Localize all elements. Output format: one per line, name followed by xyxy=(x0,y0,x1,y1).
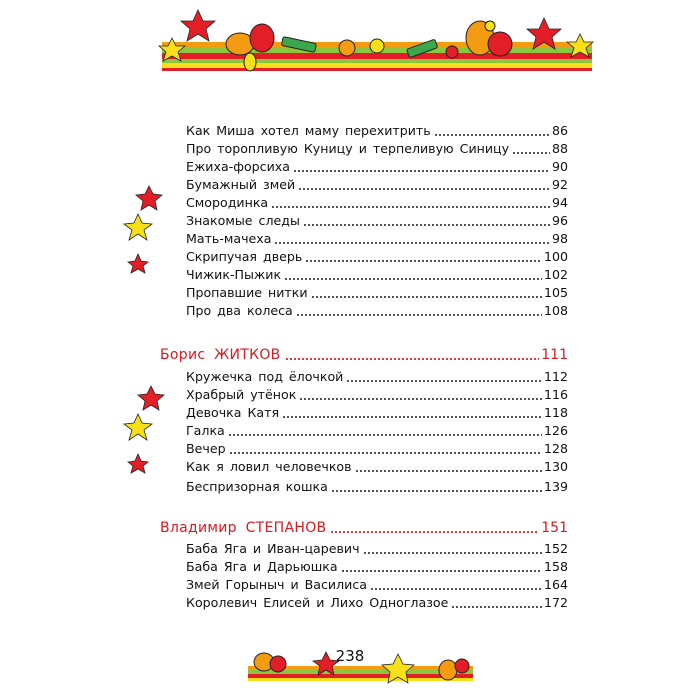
dot-leader xyxy=(285,358,540,360)
dot-leader xyxy=(284,278,542,280)
entry-title: Про два колеса xyxy=(186,303,293,318)
star-icon xyxy=(128,254,148,273)
entry-title: Королевич Елисей и Лихо Одноглазое xyxy=(186,595,449,610)
butterfly-icon xyxy=(466,21,512,56)
toc-entry[interactable] xyxy=(186,302,568,320)
toc-entry[interactable] xyxy=(186,122,568,140)
entry-title: Бумажный змей xyxy=(186,177,296,192)
toc-entry[interactable] xyxy=(186,140,568,158)
author-heading[interactable] xyxy=(160,345,568,365)
entry-title: Баба Яга и Иван-царевич xyxy=(186,541,360,556)
dot-leader xyxy=(331,490,542,492)
entry-page: 90 xyxy=(551,159,568,174)
entry-title: Как я ловил человечков xyxy=(186,459,352,474)
entry-title: Храбрый утёнок xyxy=(186,387,297,402)
top-decorative-border xyxy=(152,4,602,80)
toc-entry[interactable] xyxy=(186,176,568,194)
toc-entry[interactable] xyxy=(186,230,568,248)
flower-icon xyxy=(339,40,355,56)
entry-title: Про торопливую Куницу и терпеливую Синицу xyxy=(186,141,510,156)
entry-page: 164 xyxy=(543,577,568,592)
page-number: 238 xyxy=(335,647,365,665)
dot-leader xyxy=(355,470,542,472)
dot-leader xyxy=(370,588,542,590)
toc-entry[interactable] xyxy=(186,404,568,422)
dot-leader xyxy=(271,206,550,208)
toc-entry[interactable] xyxy=(186,266,568,284)
dot-leader xyxy=(311,296,542,298)
dot-leader xyxy=(363,552,542,554)
dot-leader xyxy=(512,152,550,154)
toc-entry[interactable] xyxy=(186,284,568,302)
dot-leader xyxy=(282,416,542,418)
entry-page: 88 xyxy=(551,141,568,156)
toc-entry[interactable] xyxy=(186,158,568,176)
author-heading[interactable] xyxy=(160,518,568,538)
dot-leader xyxy=(229,452,542,454)
author-name: Борис ЖИТКОВ xyxy=(160,347,281,363)
entry-title: Баба Яга и Дарьюшка xyxy=(186,559,338,574)
dot-leader xyxy=(274,242,550,244)
entry-page: 102 xyxy=(543,267,568,282)
entry-page: 158 xyxy=(543,559,568,574)
toc-entry[interactable] xyxy=(186,540,568,558)
dot-leader xyxy=(293,170,550,172)
author-page: 151 xyxy=(541,520,568,536)
entry-title: Чижик-Пыжик xyxy=(186,267,282,282)
dot-leader xyxy=(451,606,542,608)
dot-leader xyxy=(298,188,550,190)
entry-page: 100 xyxy=(543,249,568,264)
entry-page: 139 xyxy=(543,479,568,494)
toc-entry[interactable] xyxy=(186,594,568,612)
entry-page: 126 xyxy=(543,423,568,438)
entry-title: Мать-мачеха xyxy=(186,231,272,246)
star-icon xyxy=(136,186,162,210)
dot-leader xyxy=(346,380,542,382)
dot-leader xyxy=(228,434,542,436)
dot-leader xyxy=(341,570,542,572)
entry-page: 98 xyxy=(551,231,568,246)
toc-entry[interactable] xyxy=(186,194,568,212)
dot-leader xyxy=(303,224,550,226)
entry-title: Кружечка под ёлочкой xyxy=(186,369,344,384)
entry-title: Галка xyxy=(186,423,225,438)
entry-page: 172 xyxy=(543,595,568,610)
side-stars-decoration xyxy=(116,184,166,284)
toc-entry[interactable] xyxy=(186,458,568,476)
toc-entry[interactable] xyxy=(186,368,568,386)
entry-title: Змей Горыныч и Василиса xyxy=(186,577,367,592)
star-icon xyxy=(124,414,152,440)
toc-entry[interactable] xyxy=(186,576,568,594)
entry-title: Ежиха-форсиха xyxy=(186,159,290,174)
star-icon xyxy=(128,454,148,473)
star-icon xyxy=(181,10,215,41)
author-name: Владимир СТЕПАНОВ xyxy=(160,520,327,536)
entry-page: 105 xyxy=(543,285,568,300)
entry-title: Скрипучая дверь xyxy=(186,249,303,264)
entry-page: 108 xyxy=(543,303,568,318)
flower-icon xyxy=(370,39,384,53)
flower-icon xyxy=(446,46,458,58)
toc-entry[interactable] xyxy=(186,558,568,576)
entry-title: Вечер xyxy=(186,441,226,456)
entry-page: 96 xyxy=(551,213,568,228)
entry-page: 94 xyxy=(551,195,568,210)
star-icon xyxy=(138,386,164,410)
toc-entry[interactable] xyxy=(186,422,568,440)
toc-entry[interactable] xyxy=(186,248,568,266)
entry-title: Знакомые следы xyxy=(186,213,300,228)
toc-entry[interactable] xyxy=(186,440,568,458)
entry-page: 112 xyxy=(543,369,568,384)
dot-leader xyxy=(330,531,539,533)
dot-leader xyxy=(299,398,542,400)
entry-title: Смородинка xyxy=(186,195,269,210)
entry-title: Девочка Катя xyxy=(186,405,280,420)
side-stars-decoration xyxy=(116,384,166,484)
entry-page: 152 xyxy=(543,541,568,556)
author-page: 111 xyxy=(541,347,568,363)
star-icon xyxy=(124,214,152,240)
dot-leader xyxy=(296,314,542,316)
entry-page: 86 xyxy=(551,123,568,138)
entry-page: 116 xyxy=(543,387,568,402)
entry-title: Беспризорная кошка xyxy=(186,479,328,494)
dot-leader xyxy=(434,134,550,136)
toc-entry[interactable] xyxy=(186,478,568,496)
butterfly-icon xyxy=(254,653,286,672)
toc-entry[interactable] xyxy=(186,386,568,404)
dot-leader xyxy=(305,260,542,262)
entry-title: Пропавшие нитки xyxy=(186,285,308,300)
entry-title: Как Миша хотел маму перехитрить xyxy=(186,123,431,138)
entry-page: 118 xyxy=(543,405,568,420)
entry-page: 130 xyxy=(543,459,568,474)
toc-entry[interactable] xyxy=(186,212,568,230)
entry-page: 92 xyxy=(551,177,568,192)
entry-page: 128 xyxy=(543,441,568,456)
